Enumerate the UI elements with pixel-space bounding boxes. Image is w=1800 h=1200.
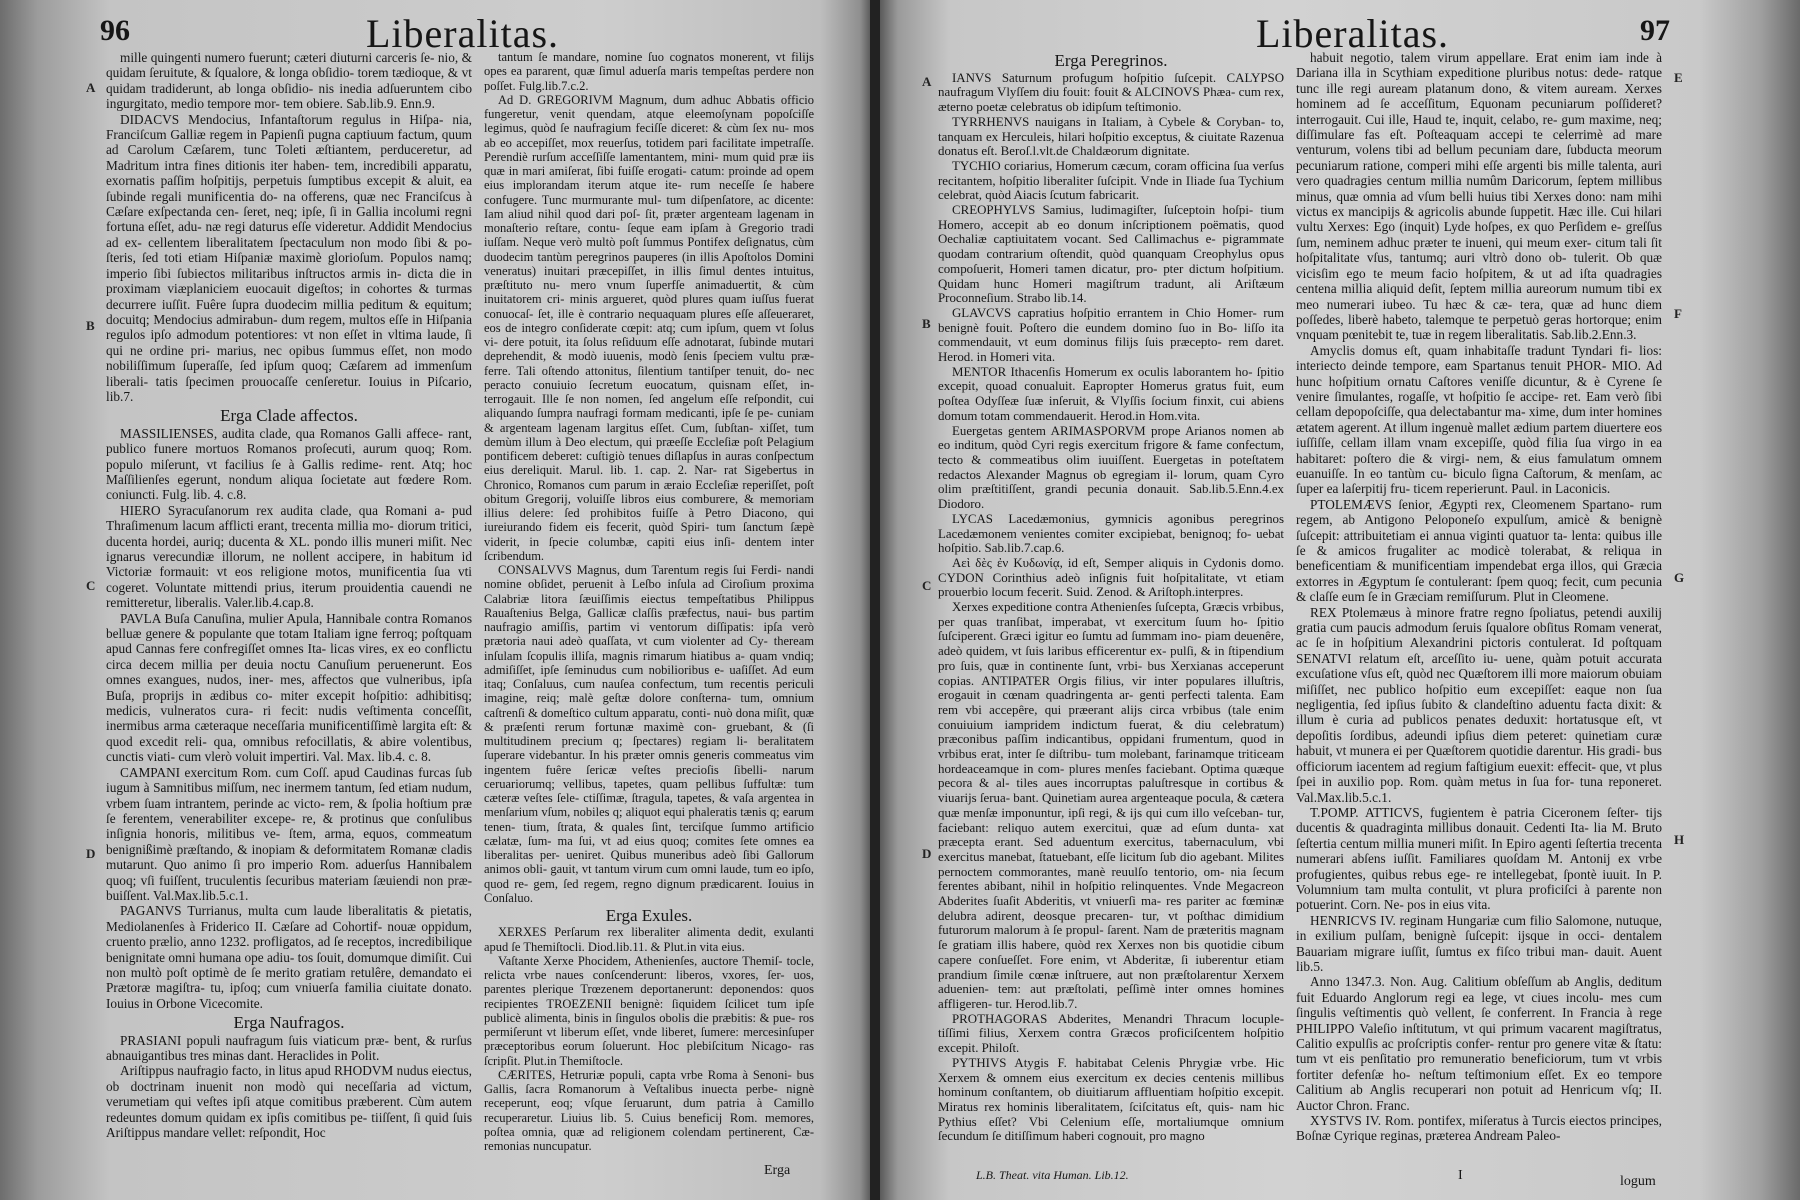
paragraph: PRASIANI populi naufragum ſuis viaticum præ- bent, & rurſus abnauigantibus tres minas dant. Heraclides in Polit. xyxy=(106,1032,472,1063)
margin-letter-c: C xyxy=(86,578,96,593)
margin-letter-d: D xyxy=(86,846,96,861)
right-running-head: Liberalitas. xyxy=(1256,11,1450,56)
left-column-2 xyxy=(484,50,814,1153)
margin-letter-g: G xyxy=(1674,570,1685,585)
right-page xyxy=(880,0,1800,1200)
right-footer-citation: L.B. Theat. vita Human. Lib.12. xyxy=(976,1168,1129,1182)
paragraph: Vaſtante Xerxe Phocidem, Athenienſes, auctore Themiſ- tocle, relicta vrbe naues conſcenderunt: liberos, vxores, ſer- uos, parentes plerique Trœzenem deportanerunt: deponendos: quos recipientes TROEZENII benignè: ſiquidem ſcilicet tum ipſe publicè alimenta, binis in ſingulos obolis die præbitis: & pue- ros permiſerunt vt liberum eſſet, vnde liberet, ſumere: mercesinſuper præceptoribus eorum ſoluerunt. Hoc plebiſcitum Nicago- ras ſcripſit. Plut.in Themiſtocle. xyxy=(484,953,814,1068)
paragraph: T.POMP. ATTICVS, fugientem è patria Ciceronem ſeſter- tijs ducentis & quadraginta millibus donauit. Cedenti Ita- lia M. Bruto ſeſtertia centum millia muneri miſit. In Epiro agenti ſeſtertia trecenta numerari abſens iuſſit. Familiares quoſdam M. Antonij ex vrbe profugientes, quibus rebus ege- re intellegebat, ſpontè iuuit. In P. Volumnium tam multa contulit, vt plura proficiſci à parente non potuerint. Corn. Ne- pos in eius vita. xyxy=(1296,804,1662,913)
right-column-1 xyxy=(938,50,1284,1144)
paragraph: IANVS Saturnum profugum hoſpitio ſuſcepit. CALYPSO naufragum Vlyſſem diu fouit: fouit & ALCINOVS Phæa- cum rex, æterno poetæ celebratus ob idipſum teſtimonio. xyxy=(938,70,1284,115)
margin-letter-f: F xyxy=(1674,306,1682,321)
left-page xyxy=(0,0,874,1200)
section-heading: Erga Exules. xyxy=(605,906,693,925)
left-folio: 96 xyxy=(100,14,130,47)
margin-letter-a-right: A xyxy=(922,74,932,89)
right-catchword: logum xyxy=(1620,1174,1656,1189)
signature-mark: I xyxy=(1458,1168,1463,1183)
paragraph: Xerxes expeditione contra Athenienſes ſuſcepta, Græcis vrbibus, per quas tranſibat, imperabat, vt exercitum ſuum ho- ſpitio ſuſciperent. Græci igitur eo ſumtu ad ſummam ino- piam deuenêre, adeò quidem, vt ſuis laribus efficerentur ex- pulſi, & in ſtipendium pro ſuis, quæ in continente ſunt, vrbi- bus Xerxianas acceperunt copias. ANTIPATER Orgis filius, vir inter populares illuſtris, erogauit in cœnam quadringenta ar- genti perfecti talenta. Eam rem vbi accepêre, qui præerant alijs circa vrbibus (tale enim conuiuium iampridem indictum fuerat, & diu celebratum) præconibus paſſim indicantibus, oppidani frumentum, quod in vrbibus erat, inter ſe diſtribu- tum molebant, farinamque triticeam hordeaceamque in com- plures menſes faciebant. Optima quæque pecora & al- tiles aues incorruptas paluſtresque in cortibus & viuarijs ſerua- bant. Quinetiam aurea argenteaque pocula, & cætera quæ menſæ imponuntur, ipſi regi, & ijs qui cum illo veſceban- tur, faciebant: reliquo autem exercitui, quæ ad eſum dunta- xat præcepta erant. Sed aduentum exercitus, tabernaculum, vbi exercitus manebat, ſtatuebant, eſſe licitum ſub dio agebant. Milites pernoctem commorantes, manè reuulſo tentorio, om- nia ſecum ferentes abibant, nihil in hoſpitio relinquentes. Vnde Megacreon Abderites ſuaſit Abderitis, vt vniuerſi ma- res pariter ac fœminæ delubra adirent, deosque precaren- tur, vt poſthac dimidium futurorum malorum à ſe propul- ſarent. Nam de præteritis magnam ſe gratiam illis habere, quòd rex Xerxes non bis quotidie cibum capere conſueſſet. Fore enim, vt Abderitæ, ſi iuberentur etiam prandium ſimile cœnæ inſtruere, aut non præſtolarentur Xerxem aduenien- tem: aut præſtolati, peſſimè inter omnes homines affligeren- tur. Herod.lib.7. xyxy=(938,600,1284,1011)
left-running-head: Liberalitas. xyxy=(366,11,560,56)
paragraph: PROTHAGORAS Abderites, Menandri Thracum locuple- tiſſimi filius, Xerxem contra Græcos proficiſcentem hoſpitio excepit. Philoſt. xyxy=(938,1011,1284,1056)
margin-letter-c-right: C xyxy=(922,578,932,593)
paragraph: MENTOR Ithacenſis Homerum ex oculis laborantem ho- ſpitio excepit, quoad conualuit. Eapropter Homerus gratus fuit, eum poſtea Odyſſeæ ſuæ inſeruit, & Vlyſſis ſocium finxit, cui abiens domum totam commendauerit. Herod.in Hom.vita. xyxy=(938,364,1284,423)
margin-letter-h: H xyxy=(1674,832,1685,847)
paragraph: XYSTVS IV. Rom. pontifex, miſeratus à Turcis eiectos principes, Boſnæ Cyrique reginas, præterea Andream Paleo- xyxy=(1296,1113,1662,1144)
margin-letter-a: A xyxy=(86,80,96,95)
paragraph: CREOPHYLVS Samius, ludimagiſter, ſuſceptoin hoſpi- tium Homero, accepit ab eo donum inſcriptionem poëmatis, quod Oechaliæ captiuitatem vocant. Sed Callimachus e- pigrammate quodam contrarium oſtendit, quòd quanquam Creophylus opus compoſuerit, Homeri tamen dicatur, pro- pter dictum hoſpitium. Quidam hunc Homeri magiſtrum tradunt, ali Ariſtæum Proconneſium. Strabo lib.14. xyxy=(938,203,1284,306)
left-column-1 xyxy=(106,50,472,1140)
paragraph: PTOLEMÆVS ſenior, Ægypti rex, Cleomenem Spartano- rum regem, ab Antigono Peloponeſo expulſum, amicè & benignè ſuſcepit: attribuitetiam ei annua viginti quatuor ta- lenta: quibus ille ſe & amicos frugaliter ac modicè tolerabat, & reliqua in beneficentiam & munificentiam impendebat erga illos, qui Græcia extorres in Ægyptum ſe contulerant: ſpem quoq; fecit, cum pecunia & claſſe eum ſe in Græciam remiſſurum. Plut in Cleomene. xyxy=(1296,496,1662,605)
paragraph: Ariſtippus naufragio facto, in litus apud RHODVM nudus eiectus, ob doctrinam inuenit non modò qui neceſſaria ad victum, verumetiam qui veſtes ipſi atque comitibus præberent. Cùm autem redeuntes domum quidam ex ipſis comitibus pe- tiiſſent, ſi quid ſuis Ariſtippus mandare vellet: reſpondit, Hoc xyxy=(106,1063,472,1141)
section-heading: Erga Naufragos. xyxy=(233,1013,345,1033)
paragraph: Euergetas gentem ARIMASPORVM prope Arianos nomen ab eo inditum, quòd Cyri regis exercitum frigore & fame confectum, tecto & commeatibus olim iuuiſſent. Euergetas in poteſtatem redactos Alexander Magnus ob egregiam il- lorum, quam Cyro olim præſtitiſſent, grandi pecunia donauit. Sab.lib.5.Enn.4.ex Diodoro. xyxy=(938,423,1284,512)
paragraph: CONSALVVS Magnus, dum Tarentum regis ſui Ferdi- nandi nomine obſidet, peruenit à Leſbo inſula ad Ciroſium proxima Calabriæ litora ſæuiſſimis eiectus tempeſtatibus Philippus Rauaſtenius Belga, Gallicæ claſſis præfectus, naui- bus partim naufragio amiſſis, partim vi ventorum diſſipatis: ipſa verò prætoria naui adeò quaſſata, vt cum violenter ad Cy- theream inſulam ſcopulis illiſa, magnis rimarum hiatibus a- quam vndiq; admiſiſſet, ipſe ſeminudus cum nobilioribus e- uaſiſſet. Ad eum itaq; Conſaluus, cum nauſea confectum, tum recentis periculi imagine, reiq; malè geſtæ dolore conſterna- tum, omnium caſtrenſi & domeſtico cultum apparatu, conti- nuò dona miſit, quæ & præſenti rerum fortunæ maximè con- gruebant, & (ſi multitudinem precium q; ſpectares) regiam li- beralitatem ſuperare videbantur. In his præter omnis generis commeatus vim ingentem fuêre ſericæ veſtes precioſis ſibelli- narum ceruariorumq; vellibus, tapetes, quam pellibus ſuffultæ: tum cæteræ veſtes ſele- ctiſſimæ, ſtragula, tapetes, & vaſa argentea in menſarium vſum, nobiles q; aliquot equi phaleratis tænis q; earum tenen- tium, ſtrata, & quales ſint, terciſque ſummo artificio cælatæ, ſum- ma ſui, vt ad eius quoq; comites ſete omnes ea liberalitas per- ueniret. Quibus muneribus adeò ſibi Gallorum animos obli- gauit, vt tantum virum cum omni laude, tum eo ipſo, quod re- gem, ſed regem, regno dignum prædicarent. Iouius in Conſaluo. xyxy=(484,563,814,905)
left-catchword: Erga xyxy=(764,1163,791,1178)
paragraph: Αεὶ δὲς ἐν Κυδωνίᾳ, id eſt, Semper aliquis in Cydonis domo. CYDON Corinthius adeò inſignis fuit hoſpitalitate, vt etiam prouerbio locum fecerit. Suid. Zenod. & Ariſtoph.interpres. xyxy=(938,555,1284,600)
right-folio: 97 xyxy=(1640,14,1670,47)
paragraph: CÆRITES, Hetruriæ populi, capta vrbe Roma à Senoni- bus Gallis, ſacra Romanorum à Veſtalibus inuecta perbe- nignè receperunt, eoq; vſque ſeruarunt, dum patria à Camillo recuperaretur. Liuius lib. 5. Cuius beneficij Rom. memores, poſtea omnia, quæ ad religionem colendam pertinerent, Cæ- remonias nuncupatur. xyxy=(484,1067,814,1153)
margin-letter-b-right: B xyxy=(922,316,931,331)
paragraph: PAGANVS Turrianus, multa cum laude liberalitatis & pietatis, Mediolanenſes à Friderico II. Cæſare ad Cohortif- nouæ oppidum, cruento prælio, anno 1232. profligatos, ad ſe receptos, incredibilique benignitate omni humana ope adiu- tos ſouit, domumque dimiſit. Cui non multò poſt optimè de ſe merito gratiam retulêre, demandato ei Prætoræ magiſtra- tu, ipſoq; cum vniuerſa familia ciuitate donato. Iouius in Orbone Vicecomite. xyxy=(106,903,472,1011)
paragraph: Anno 1347.3. Non. Aug. Calitium obſeſſum ab Anglis, deditum fuit Eduardo Anglorum regi ea lege, vt ciues incolu- mes cum ſingulis veſtimentis quò vellent, ſe conferrent. In Francia à rege PHILIPPO Valeſio inſtitutum, vt qui primum vacarent magiſtratus, Calitio expulſis ac proſcriptis confer- rentur pro genere vitæ & ſtatu: tum vt eis penſitatio pro remuneratio beneficiorum, tum vt vrbis fortiter defenſæ ho- neſtum teſtimonium eſſet. Ex eo tempore Calitium ab Anglis recuperari non potuit ad Henricum vſq; II. Auctor Chron. Franc. xyxy=(1296,974,1662,1113)
margin-letter-d-right: D xyxy=(922,846,932,861)
paragraph: XERXES Perſarum rex liberaliter alimenta dedit, exulanti apud ſe Themiſtocli. Diod.lib.11. & Plut.in vita eius. xyxy=(484,925,814,954)
section-heading: Erga Peregrinos. xyxy=(1054,51,1168,70)
paragraph: tantum ſe mandare, nomine ſuo cognatos monerent, vt filijs opes ea pararent, quæ ſimul aduerſa maris tempeſtas perdere non poſſet. Fulg.lib.7.c.2. xyxy=(484,50,814,93)
paragraph: HIERO Syracuſanorum rex audita clade, qua Romani a- pud Thraſimenum lacum afflicti erant, trecenta millia mo- diorum tritici, ducenta hordei, auriq; ducenta & XL. pondo illis muneri miſit. Nec ignarus verecundiæ illorum, ne nollent accipere, in habitum id Victoriæ formauit: vt eos religione motos, munificentia ſua vti cogeret. Voluntate mittendi prius, iterum prouidentia cauendi ne remitteretur, liberalis. Valer.lib.4.cap.8. xyxy=(106,502,472,611)
paragraph: GLAVCVS capratius hoſpitio errantem in Chio Homer- rum benignè fouit. Poſtero die eundem domino ſuo in Bo- liſſo ita commendauit, vt eum dominus filijs ſuis præcepto- rem daret. Herod. in Homeri vita. xyxy=(938,305,1284,365)
paragraph: Ad D. GREGORIVM Magnum, dum adhuc Abbatis officio fungeretur, venit quendam, atque eleemoſynam popoſciſſe legimus, quòd ſe naufragium feciſſe diceret: & cùm ſex nu- mos ab eo accepiſſet, mox reuerſus, totidem pari facilitate impetraſſe. Perendiè rurſum acceſſiſſe lamentantem, mini- mum quid præ iis quæ in mari amiſerat, ſibi fuiſſe erogati- catum: proinde ad opem eius implorandam iterum atque ite- rum neceſſe ſe habere confugere. Tunc murmurante mul- tum diſpenſatore, ac dicente: Iam aliud nihil quod dari poſ- ſit, præter argenteam lagenam in monaſterio reſtare, contu- ſeque eam ipſam à Gregorio tradi iuſſam. Neque verò multò poſt ſummus Pontifex deſignatus, cùm duodecim tantùm peregrinos pauperes (in illis Apoſtolos Domini veneratus) inuitari præcepiſſet, in illis ſimul dentes intuitus, præſtituto nu- mero vnum ſuperfſe animaduertit, & cùm inuitatorem cri- minis argueret, quòd plures quam iuſſus fuerat conuocaſ- ſet, ille è contrario nequaquam plures eſſe aſſeueraret, eos de integro conſiderate cœpit: atq; cum ipſum, quem vt ſolus vi- dere potuit, ita ſolus reſiduum eſſe adnotarat, ſubinde mutari deprehendit, & modò iuuenis, modò ſenis ſpeciem vultu præ- ferre. Tali oſtendo attonitus, ſilentium tantiſper tenuit, do- nec peracto conuiuio ſecretum euocatum, quisnam eſſet, in- terrogauit. Ille ſe non nomen, ſed angelum eſſe reſpondit, cui aliquando ſumpra naufragi formam medicanti, ipſe ſe pe- cuniam & argenteam lagenam largitus eſſet. Cum, ſubſtan- xiſſet, tum demùm illum à Deo electum, qui præeſſe Eccleſiæ poſt Pelagium pontificem deberet: cuſtigiò tenues diſlapſus in auras conſpectum eius dereliquit. Marul. lib. 1. cap. 2. Nar- rat Sigebertus in Chronico, Romanos cum parum in æraio Eccleſiæ reperiſſet, poſt obitum Gregorij, voluiſſe libros eius comburere, & memoriam illius delere: ſed prohibitos fuiſſe à Petro Diacono, qui iureiurando fidem eis fecerit, quòd Spiri- tum ſanctum ſæpè viderit, in ſpecie columbæ, capiti eius inſi- dentem inter ſcribendum. xyxy=(484,92,814,563)
paragraph: LYCAS Lacedæmonius, gymnicis agonibus peregrinos Lacedæmonem venientes comiter excipiebat, benignoq; fo- uebat hoſpitio. Sab.lib.7.cap.6. xyxy=(938,511,1284,556)
paragraph: TYCHIO coriarius, Homerum cæcum, coram officina ſua verſus recitantem, hoſpitio liberaliter ſuſcipit. Vnde in Iliade ſua Tychium celebrat, quòd Aiacis ſcutum fabricarit. xyxy=(938,158,1284,203)
paragraph: mille quingenti numero fuerunt; cæteri diuturni carceris ſe- nio, & quidam ſeruitute, & ſqualore, & longa obſidio- torem tædioque, & vt quidam tradiderunt, ab longa obſidio- nis inedia adſueruntem cibo ingurgitato, medio tempore mor- tem obiere. Sab.lib.9. Enn.9. xyxy=(106,50,472,112)
right-column-2 xyxy=(1296,50,1662,1144)
paragraph: PAVLA Buſa Canuſina, mulier Apula, Hannibale contra Romanos belluæ genere & populante que totam Italiam igne ferroq; poſtquam apud Cannas fere confregiſſet omnes Ita- licas vires, ex eo conflictu circa decem millia per deuia noctu Canuſium peruenerunt. Eos omnes exangues, nudos, iner- mes, affectos que vulneribus, ipſa Buſa, proprijs in ædibus co- miter excepit hoſpitio: adhibitisq; medicis, vulneratos cura- ri fecit: nudis veſtimenta conceſſit, inermibus arma cæteraque neceſſaria munificentiſſimè largita eſt: & quod excedit reli- qua, omnibus refocillatis, & abire volentibus, cunctis viati- cum vlerò voluit impertiri. Val. Max. lib.4. c. 8. xyxy=(106,610,472,765)
margin-letter-b: B xyxy=(86,318,95,333)
paragraph: DIDACVS Mendocius, Infantaſtorum regulus in Hiſpa- nia, Franciſcum Galliæ regem in Papienſi pugna captiuum factum, quum ad Carolum Cæſarem, tunc Toleti æſtiantem, perduceretur, ad Madritum intra fines ditionis iter haben- tem, incredibili apparatu, exornatis paſſim hoſpitijs, perpetuis ſumptibus excepit & aluit, ea ſubinde regali munificentia do- na offerens, quæ nec Franciſcus à Cæſare exſpectanda cen- ſeret, neq; ipſe, ſi in Gallia incolumi regni fortuna eſſet, adu- næ regi daturus eſſe videretur. Addidit Mendocius ad ex- cellentem liberalitatem ſpectaculum non modo ſibi & po- ſteris, ſed toti etiam Hiſpaniæ maximè glorioſum. Populos namq; imperio ſibi ſubiectos militaribus inſtructos armis in- dicta die in proximam viæplaniciem euocauit digeſtos; in cohortes & turmas decurrere iuſſit. Fuêre ſupra duodecim millia peditum & equitum; docuitq; Mendocius admirabun- dum regem, multos eſſe in Hiſpania regulos ipſo admodum potentiores: vt non eſſet in vltima laude, ſi qui ne ordine pri- marius, nec opibus ſummus eſſet, non modo nobiliſſimum ſuperaſſe, ſed ipſum quoq; Cæſarem ad immenſum liberali- tatis ſpecimen prouocaſſe cenſeretur. Iouius in Piſcario, lib.7. xyxy=(106,111,472,404)
paragraph: PYTHIVS Atygis F. habitabat Celenis Phrygiæ vrbe. Hic Xerxem & omnem eius exercitum ex decies centenis millibus hominum conſtantem, ob diuitiarum affluentiam hoſpitio excepit. Miratus rex hominis liberalitatem, ſciſcitatus eſt, quis- nam hic Pythius eſſet? Vbi Celenium eſſe, mortaliumque omnium ſecundum ſe ditiſſimum haberi cognouit, pro magno xyxy=(938,1055,1284,1144)
paragraph: TYRRHENVS nauigans in Italiam, à Cybele & Coryban- to, tanquam ex Herculeis, hilari hoſpitio exceptus, & ciuitate Razenua donatus eſt. Beroſ.l.vlt.de Chaldæorum dignitate. xyxy=(938,114,1284,159)
section-heading: Erga Clade affectos. xyxy=(220,406,358,426)
margin-letter-e: E xyxy=(1674,70,1683,85)
paragraph: REX Ptolemæus à minore fratre regno ſpoliatus, petendi auxilij gratia cum paucis admodum ſeruis ſqualore obſitus Romam venerat, ac ſe in hoſpitium Alexandrini pictoris contulerat. Id poſtquam SENATVI relatum eſt, arceſſito iu- uene, quàm potuit accurata excuſatione vſus eſt, quòd nec Quæſtorem illi more maiorum obuiam miſiſſet, nec publico hoſpitio eum excepiſſet: eaque non ſua negligentia, ſed ipſius ſubito & clandeſtino aduentu facta dixit: & illum è curia ad publicos penates deduxit: hortatusque eſt, vt depoſitis ſordibus, adeundi ipſius diem peteret: quinetiam curæ habuit, vt munera ei per Quæſtorem quotidie darentur. His gradi- bus officiorum iacentem ad regium faſtigium euexit: effecit- que, vt plus ſpei in auxilio pop. Rom. quàm metus in ſua for- tuna reponeret. Val.Max.lib.5.c.1. xyxy=(1296,604,1662,805)
paragraph: habuit negotio, talem virum appellare. Erat enim iam inde à Dariana illa in Scythiam expeditione pluribus notus: dede- ratque tunc ille regi auream platanum dono, & vitem auream. Xerxes hominem ad ſe acceſſitum, Equonam pecuniarum poſſideret? interrogauit. Cui ille, Haud te, inquit, celabo, re- gum maxime, neq; diſſimulare fas eſt. Poſteaquam accepi te celerrimè ad mare venturum, volens tibi ad bellum pecuniam dare, ſubducta meorum pecuniarum ratione, comperi mihi eſſe argenti bis mille talenta, auri vero quadragies centum millia numûm Daricorum, ſeptem millibus minus, quæ omnia ad vſum belli huius tibi Xerxes dono: nam mihi victus ex mancipijs & agricolis abunde ſuppetit. Hæc ille. Cui hilari vultu Xerxes: Ego (inquit) Lyde hoſpes, ex quo Perſidem e- greſſus ſum, neminem adhuc præter te inueni, qui meum exer- citum tali ſit hoſpitalitate vſus, tantumq; auri vltrò dono ob- tulerit. Ob quæ vicisſim ego te meum facio hoſpitem, & ut ad iſta quadragies centena millia aliquid deſit, ſeptem millia aureorum numum tibi ex meo numerari iubeo. Tu hæc & cæ- tera, quæ ad hunc diem poſſedes, liberè habeto, talemque te perpetuò geras hortorque; enim vnquam pœnitebit te, tuæ in regem liberalitatis. Sab.lib.2.Enn.3. xyxy=(1296,50,1662,343)
paragraph: Amyclis domus eſt, quam inhabitaſſe tradunt Tyndari fi- lios: interiecto deinde tempore, eam Spartanus tenuit PHOR- MIO. Ad hunc hoſpitium ornatu Caſtores veniſſe dicuntur, & è Cyrene ſe venire ſimulantes, rogaſſe, vt hoſpitio ſe accipe- ret. Eam verò ſibi cellam depopoſciſſe, qua delectabantur ma- xime, dum inter homines ætatem agerent. At illum ingenuè mallet ædium partem diuertere eos iuſſiſſe, cellam illam vnam excepiſſe, quòd filia ſua virgo in ea habitaret: poſtero die & virgi- nem, & eius famulatum omnem euanuiſſe. In eo tantùm cu- biculo ſigna Caſtorum, & menſam, ac ſuper ea laſerpitij fru- ticem reperierunt. Paul. in Laconicis. xyxy=(1296,342,1662,497)
paragraph: MASSILIENSES, audita clade, qua Romanos Galli affece- rant, publico funere mortuos Romanos proſecuti, aurum quoq; Rom. populo miſerunt, vt facilius ſe à Gallis redime- rent. Atq; hoc Maſſilienſes egerunt, nondum aliqua ſocietate aut fœdere Rom. coniuncti. Fulg. lib. 4. c.8. xyxy=(106,425,472,503)
paragraph: HENRICVS IV. reginam Hungariæ cum filio Salomone, nutuque, in exilium pulſam, benignè ſuſcepit: ijsque in occi- dentalem Bauariam migrare iuſſit, ſumtus ex fiſco tribui man- dauit. Auent lib.5. xyxy=(1296,912,1662,974)
paragraph: CAMPANI exercitum Rom. cum Coſſ. apud Caudinas furcas ſub iugum à Samnitibus miſſum, nec inermem tantum, ſed etiam nudum, vrbem ſuam intrantem, perinde ac victo- rem, & ſpolia hoſtium præ ſe ferentem, venerabiliter excepe- re, & protinus que conſulibus inſignia honoris, militibus ve- ſtem, arma, equos, commeatum benignißimè præſtando, & inopiam & deformitatem Romanæ cladis mutarunt. Quo animo ſi pro imperio Rom. aduerſus Hannibalem quoq; vſi fuiſſent, truculentis ſecuribus materiam ſæuiendi non præ- buiſſent. Val.Max.lib.5.c.1. xyxy=(106,764,472,903)
